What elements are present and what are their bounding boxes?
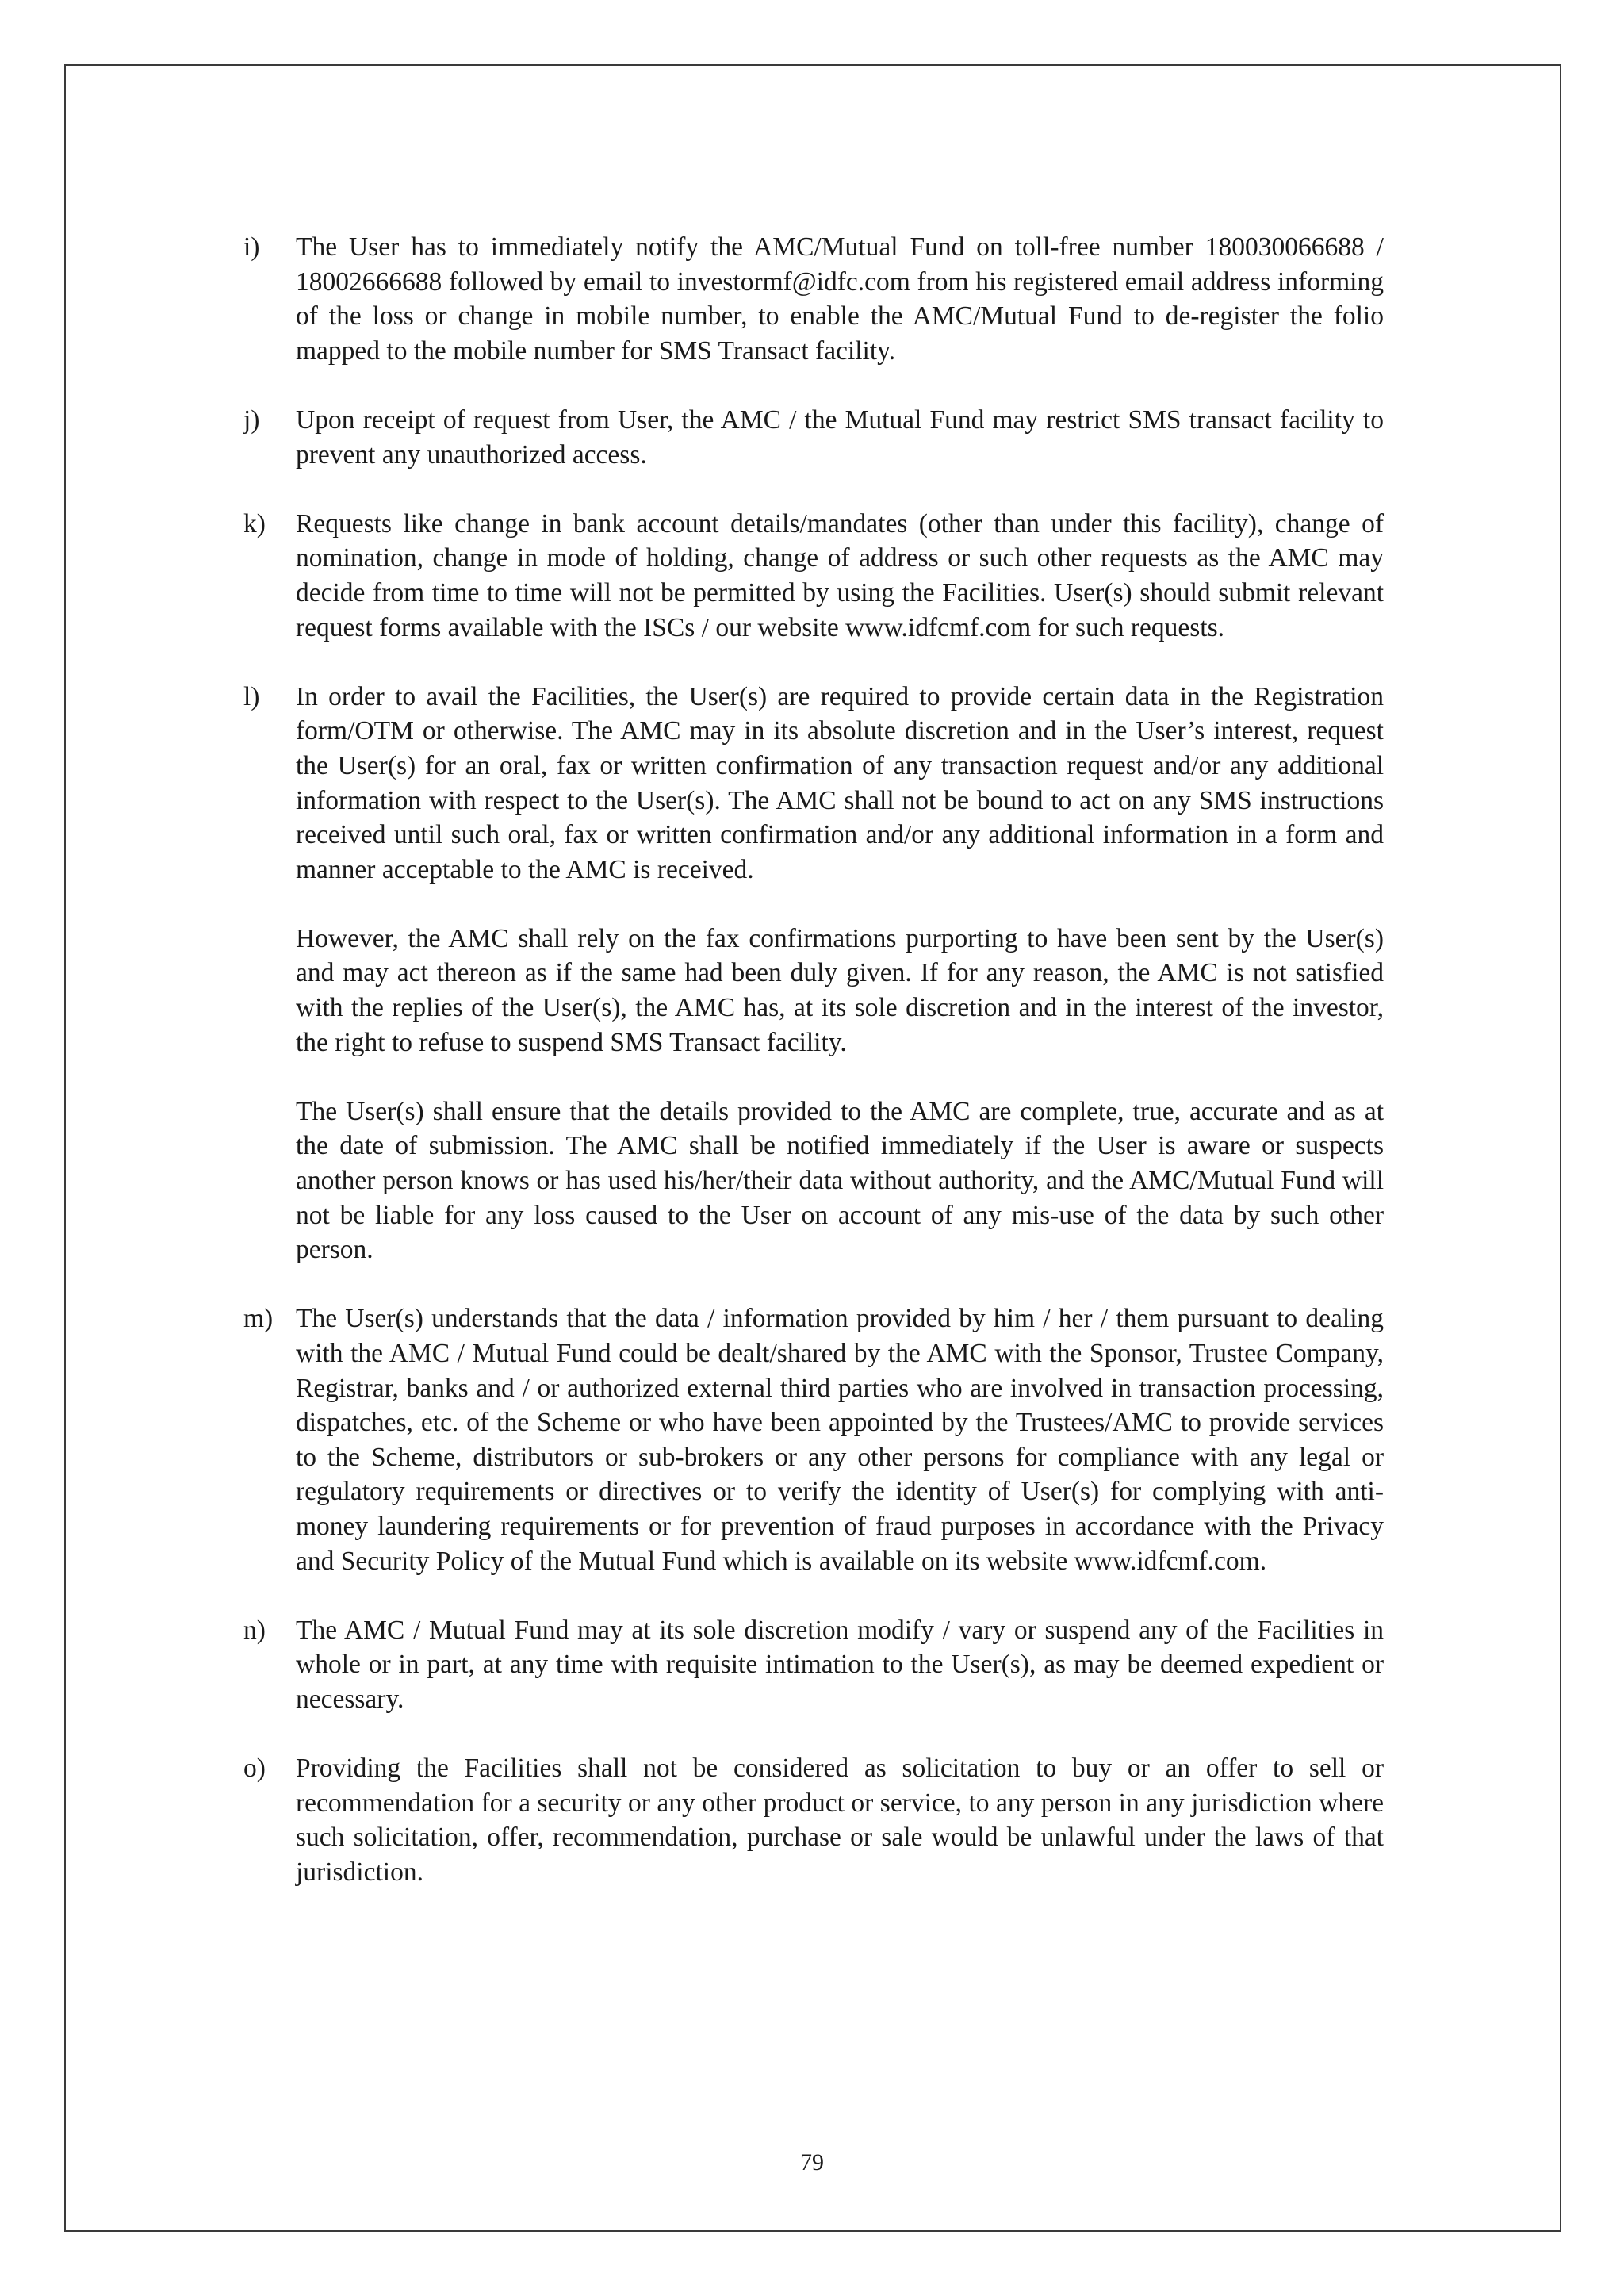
item-paragraph: Upon receipt of request from User, the AMC / the Mutual Fund may restrict SMS transact facility to prevent any unauthorized access. bbox=[296, 404, 1384, 470]
list-item-l bbox=[243, 680, 1384, 1267]
item-marker: m) bbox=[243, 1304, 274, 1334]
list-item-o bbox=[243, 1751, 1384, 1889]
item-marker: n) bbox=[243, 1615, 266, 1645]
document-body bbox=[243, 230, 1384, 1890]
item-paragraph: The User(s) shall ensure that the details provided to the AMC are complete, true, accurate and as at the date of submission. The AMC shall be notified immediately if the User is aware or suspects another person knows or has used his/her/their data without authority, and the AMC/Mutual Fund will not be liable for any loss caused to the User on account of any mis-use of the data by such other person. bbox=[296, 1096, 1384, 1265]
item-marker: o) bbox=[243, 1754, 266, 1784]
item-paragraph: The AMC / Mutual Fund may at its sole discretion modify / vary or suspend any of the Facilities in whole or in part, at any time with requisite intimation to the User(s), as may be deemed expedient or necessary. bbox=[296, 1615, 1384, 1714]
list-item-i bbox=[243, 230, 1384, 368]
item-marker: i) bbox=[243, 232, 260, 262]
item-marker: j) bbox=[243, 404, 260, 435]
list-item-n bbox=[243, 1613, 1384, 1717]
item-marker: k) bbox=[243, 508, 266, 539]
item-marker: l) bbox=[243, 681, 260, 711]
page-number: 79 bbox=[800, 2149, 824, 2175]
list-item-j bbox=[243, 403, 1384, 472]
item-paragraph: Requests like change in bank account details/mandates (other than under this facility), change of nomination, change in mode of holding, change of address or such other requests as the AMC may decide from time to time will not be permitted by using the Facilities. User(s) should submit relevant request forms available with the ISCs / our website www.idfcmf.com for such requests. bbox=[296, 508, 1384, 642]
item-paragraph: The User has to immediately notify the AMC/Mutual Fund on toll-free number 180030066688 / 18002666688 followed by email to investormf@idfc.com from his registered email address informing of the loss or change in mobile number, to enable the AMC/Mutual Fund to de-register the folio mapped to the mobile number for SMS Transact facility. bbox=[296, 232, 1384, 366]
list-item-k bbox=[243, 507, 1384, 645]
item-paragraph: The User(s) understands that the data / information provided by him / her / them pursuant to dealing with the AMC / Mutual Fund could be dealt/shared by the AMC with the Sponsor, Trustee Company, Registrar, banks and / or authorized external third parties who are involved in transaction processing, dispatches, etc. of the Scheme or who have been appointed by the Trustees/AMC to provide services to the Scheme, distributors or sub-brokers or any other persons for compliance with any legal or regulatory requirements or directives or to verify the identity of User(s) for complying with anti-money laundering requirements or for prevention of fraud purposes in accordance with the Privacy and Security Policy of the Mutual Fund which is available on its website www.idfcmf.com. bbox=[296, 1304, 1384, 1576]
list-item-m bbox=[243, 1301, 1384, 1578]
item-paragraph: Providing the Facilities shall not be considered as solicitation to buy or an offer to sell or recommendation for a security or any other product or service, to any person in any jurisdiction where such solicitation, offer, recommendation, purchase or sale would be unlawful under the laws of that jurisdiction. bbox=[296, 1754, 1384, 1887]
item-paragraph: In order to avail the Facilities, the User(s) are required to provide certain data in the Registration form/OTM or otherwise. The AMC may in its absolute discretion and in the User’s interest, request the User(s) for an oral, fax or written confirmation of any transaction request and/or any additional information with respect to the User(s). The AMC shall not be bound to act on any SMS instructions received until such oral, fax or written confirmation and/or any additional information in a form and manner acceptable to the AMC is received. bbox=[296, 681, 1384, 884]
item-paragraph: However, the AMC shall rely on the fax confirmations purporting to have been sent by the User(s) and may act thereon as if the same had been duly given. If for any reason, the AMC is not satisfied with the replies of the User(s), the AMC has, at its sole discretion and in the interest of the investor, the right to refuse to suspend SMS Transact facility. bbox=[296, 923, 1384, 1057]
